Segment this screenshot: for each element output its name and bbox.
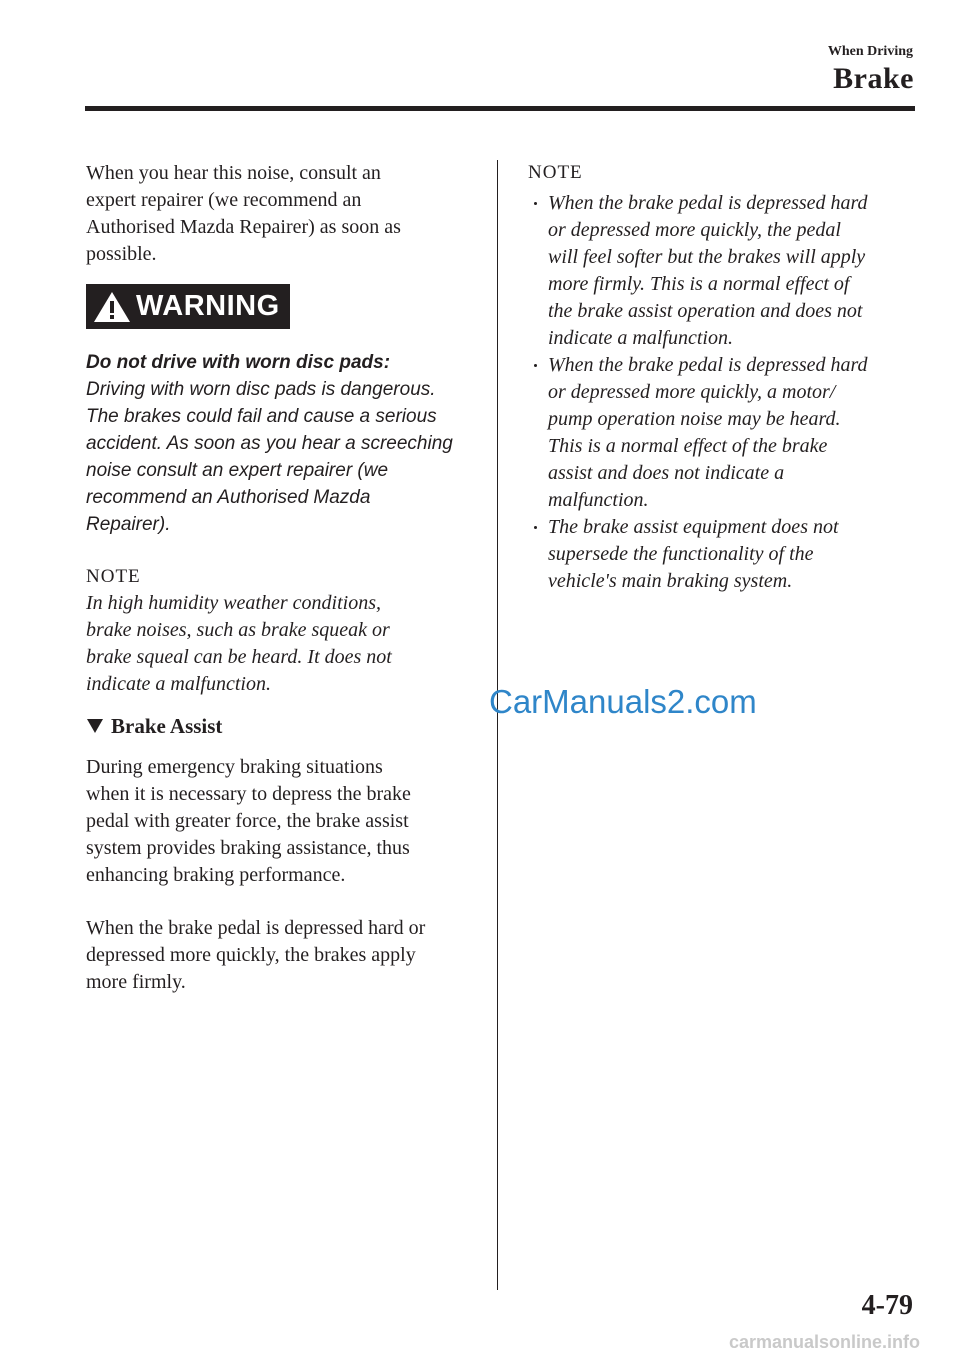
section-heading-text: Brake Assist: [111, 714, 223, 738]
text-line: pump operation noise may be heard.: [548, 408, 841, 430]
text-line: more firmly. This is a normal effect of: [548, 273, 850, 295]
intro-paragraph: [86, 160, 478, 268]
list-item: [528, 514, 918, 595]
text-line: In high humidity weather conditions,: [86, 592, 381, 614]
header-section-name: When Driving: [827, 44, 913, 59]
text-line: more firmly.: [86, 971, 186, 993]
text-line: depressed more quickly, the brakes apply: [86, 944, 416, 966]
warning-content: [86, 349, 478, 538]
text-line: The brakes could fail and cause a serious: [86, 406, 437, 427]
text-line: assist and does not indicate a: [548, 462, 785, 484]
text-line: possible.: [86, 243, 157, 265]
text-line: recommend an Authorised Mazda: [86, 487, 371, 508]
text-line: When the brake pedal is depressed hard: [548, 192, 868, 214]
list-item: [528, 190, 918, 352]
warning-badge: [86, 284, 290, 329]
bullet-icon: [534, 364, 537, 367]
text-line: indicate a malfunction.: [548, 327, 733, 349]
page-number: 4-79: [861, 1290, 913, 1321]
triangle-down-icon: [87, 719, 103, 733]
bullet-icon: [534, 202, 537, 205]
column-divider: [497, 160, 498, 1290]
text-line: During emergency braking situations: [86, 756, 383, 778]
warning-label: WARNING: [136, 290, 280, 322]
warning-triangle-icon: [92, 290, 132, 324]
warning-heading: Do not drive with worn disc pads:: [86, 352, 391, 373]
text-line: malfunction.: [548, 489, 649, 511]
note-label: NOTE: [528, 162, 583, 183]
text-line: enhancing braking performance.: [86, 864, 346, 886]
text-line: noise consult an expert repairer (we: [86, 460, 389, 481]
list-item: [528, 352, 918, 514]
text-line: supersede the functionality of the: [548, 543, 814, 565]
section-heading-brake-assist: [86, 712, 478, 740]
text-line: When the brake pedal is depressed hard or: [86, 917, 426, 939]
text-line: expert repairer (we recommend an: [86, 189, 362, 211]
text-line: the brake assist operation and does not: [548, 300, 863, 322]
text-line: will feel softer but the brakes will apply: [548, 246, 866, 268]
text-line: or depressed more quickly, the pedal: [548, 219, 841, 241]
text-line: pedal with greater force, the brake assist: [86, 810, 409, 832]
text-line: This is a normal effect of the brake: [548, 435, 828, 457]
footer-watermark[interactable]: carmanualsonline.info: [728, 1332, 920, 1352]
header-rule: [85, 106, 915, 111]
text-line: Repairer).: [86, 514, 171, 535]
text-line: The brake assist equipment does not: [548, 516, 839, 538]
note-list: [528, 190, 918, 595]
bullet-icon: [534, 526, 537, 529]
text-line: brake noises, such as brake squeak or: [86, 619, 390, 641]
left-column: [86, 160, 478, 996]
paragraph: [86, 915, 478, 996]
watermark-link[interactable]: CarManuals2.com: [489, 683, 757, 720]
text-line: accident. As soon as you hear a screeching: [86, 433, 453, 454]
text-line: vehicle's main braking system.: [548, 570, 793, 592]
text-line: Authorised Mazda Repairer) as soon as: [86, 216, 401, 238]
text-line: brake squeal can be heard. It does not: [86, 646, 392, 668]
text-line: system provides braking assistance, thus: [86, 837, 410, 859]
paragraph: [86, 754, 478, 889]
text-line: When you hear this noise, consult an: [86, 162, 381, 184]
text-line: when it is necessary to depress the brake: [86, 783, 411, 805]
text-line: Driving with worn disc pads is dangerous.: [86, 379, 436, 400]
text-line: When the brake pedal is depressed hard: [548, 354, 868, 376]
page-title: Brake: [833, 62, 914, 95]
note-label: NOTE: [86, 566, 141, 587]
note-block: [86, 564, 478, 698]
text-line: indicate a malfunction.: [86, 673, 271, 695]
text-line: or depressed more quickly, a motor/: [548, 381, 836, 403]
right-column: [528, 160, 918, 595]
